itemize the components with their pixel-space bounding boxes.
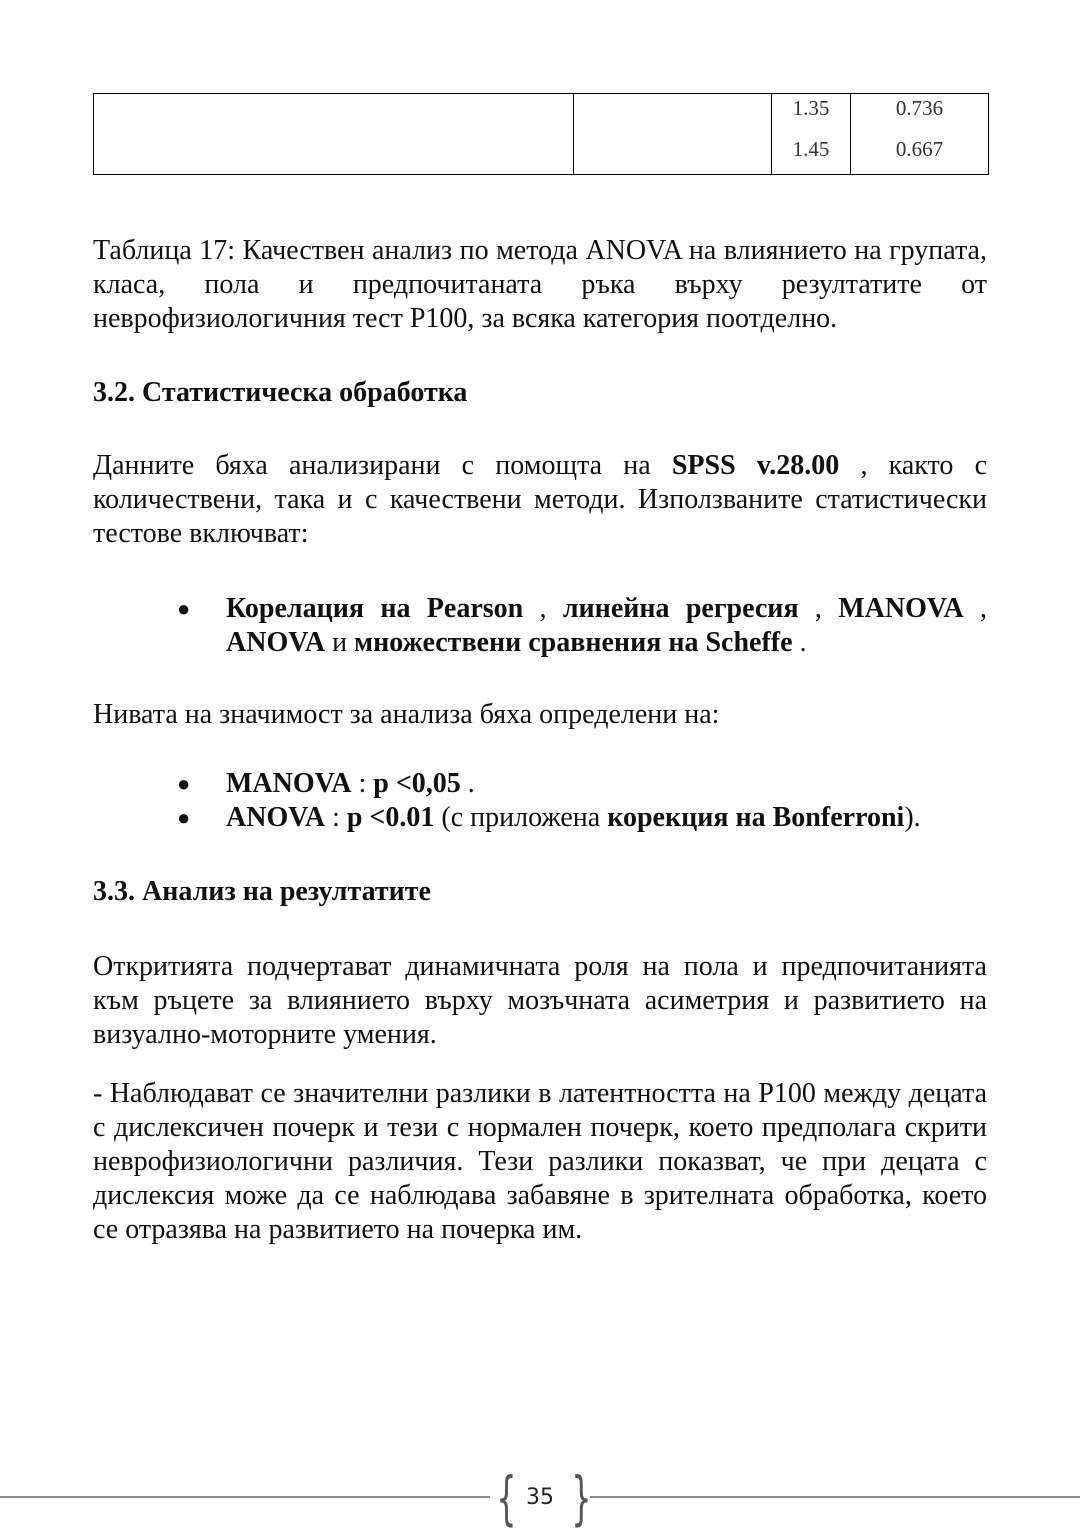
text-run: ,: [523, 593, 563, 624]
footer-rule-right: [590, 1496, 1080, 1498]
table-cell-means: [772, 94, 851, 175]
table-value: 1.45: [792, 137, 830, 161]
table-value: 0.667: [895, 137, 944, 161]
text-run: и: [325, 627, 355, 658]
text-run: :: [351, 768, 374, 799]
list-item: [93, 592, 987, 660]
text-run: .: [792, 627, 807, 658]
text-run: ,: [963, 593, 988, 624]
text-run: (с приложена: [434, 802, 608, 833]
table-row: [94, 94, 989, 175]
method-name: MANOVA: [226, 768, 352, 799]
page-number: 35: [526, 1485, 554, 1510]
results-table-fragment: [93, 93, 989, 175]
text-run: ,: [798, 593, 839, 624]
left-brace-icon: {: [496, 1464, 517, 1532]
bullet-icon: ●: [177, 805, 191, 830]
list-item: [93, 801, 987, 835]
bullet-icon: ●: [177, 596, 191, 621]
test-name: линейна регресия: [562, 593, 799, 624]
test-name: ANOVA: [226, 627, 326, 658]
text-run: ).: [904, 802, 921, 833]
methods-paragraph: [93, 449, 987, 551]
significance-value: p <0,05: [373, 768, 461, 799]
correction-name: корекция на Bonferroni: [607, 802, 905, 833]
significance-value: p <0.01: [346, 802, 435, 833]
table-caption: Таблица 17: Качествен анализ по метода ANOVA на влиянието на групата, класа, пола и предпочитаната ръка върху резултатите от неврофизиологичния тест P100, за всяка категория поотделно.: [93, 235, 987, 334]
p100-paragraph: - Наблюдават се значителни разлики в латентността на P100 между децата с дислексичен почерк и тези с нормален почерк, което предполага скрити неврофизиологични различия. Тези разлики показват, че при децата с дислексия може да се наблюдава забавяне в зрителната обработка, което се отразява на развитието на почерка им.: [93, 1078, 987, 1245]
text-run: :: [325, 802, 347, 833]
findings-paragraph: Откритията подчертават динамичната роля на пола и предпочитанията към ръцете за влиянието върху мозъчната асиметрия и развитието на визуално-моторните умения.: [93, 951, 987, 1050]
test-name: множествени сравнения на Scheffe: [354, 627, 793, 658]
table-cell-sd: [851, 94, 989, 175]
section-heading-3-3: 3.3. Анализ на резултатите: [93, 876, 431, 907]
right-brace-icon: }: [571, 1464, 592, 1532]
section-heading-3-2: 3.2. Статистическа обработка: [93, 377, 468, 408]
tests-list: [93, 592, 987, 660]
footer-rule-left: [0, 1496, 490, 1498]
test-name: Корелация на Pearson: [226, 593, 524, 624]
significance-list: [93, 767, 987, 835]
bullet-icon: ●: [177, 771, 191, 796]
table-value: 1.35: [792, 96, 830, 120]
method-name: ANOVA: [226, 802, 326, 833]
text-run: .: [460, 768, 475, 799]
software-name: SPSS v.28.00: [671, 450, 840, 481]
list-item: [93, 767, 987, 801]
test-name: MANOVA: [838, 593, 964, 624]
table-cell-empty-1: [94, 94, 574, 175]
table-cell-empty-2: [574, 94, 772, 175]
text-run: , както с количествени, така и с качествени методи. Използваните статистически тестове включват:: [93, 450, 987, 549]
table-value: 0.736: [895, 96, 944, 120]
significance-intro: Нивата на значимост за анализа бяха определени на:: [93, 699, 720, 730]
text-run: Данните бяха анализирани с помощта на: [93, 450, 672, 481]
